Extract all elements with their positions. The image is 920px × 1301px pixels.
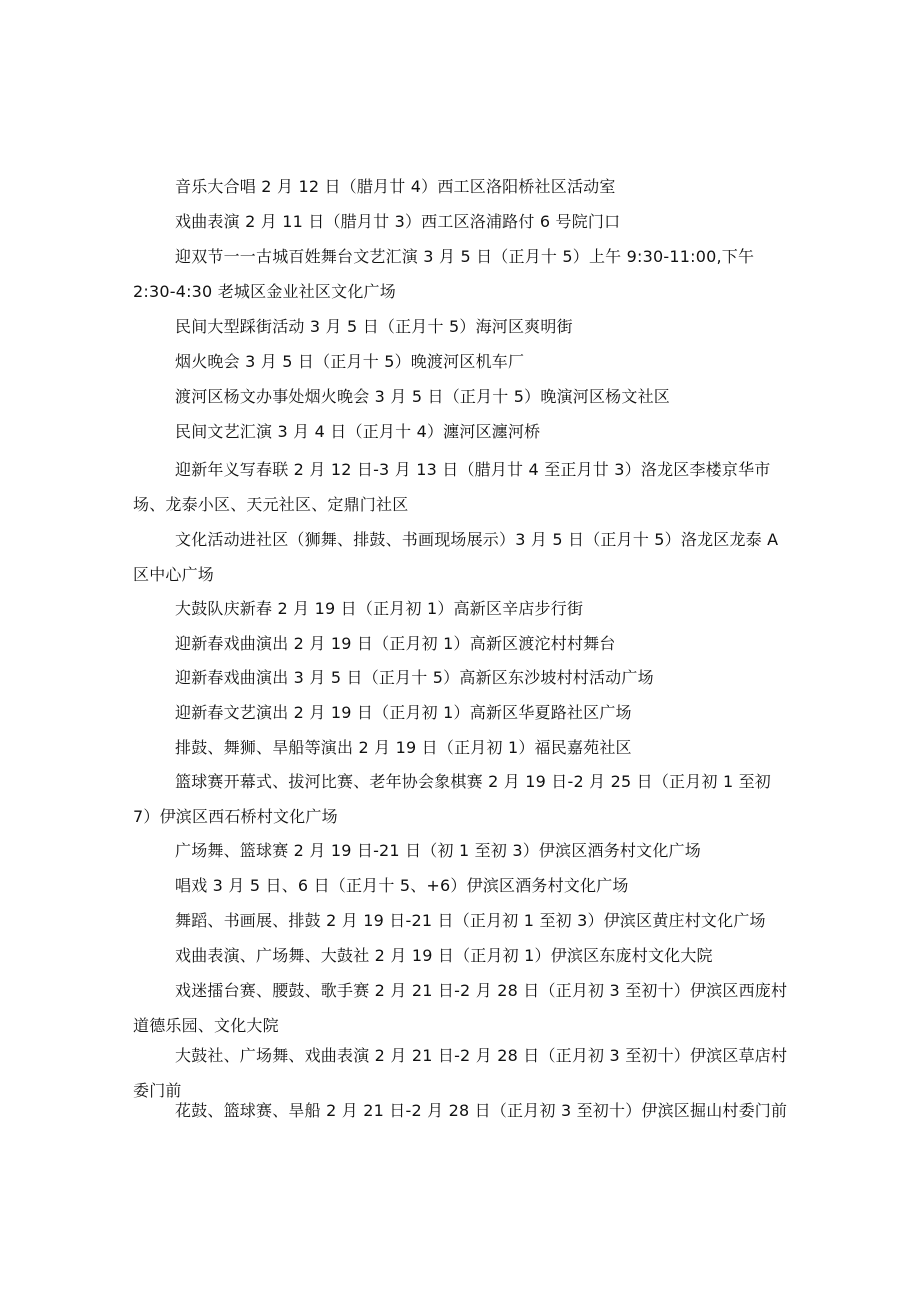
paragraph: 排鼓、舞狮、旱船等演出 2 月 19 日（正月初 1）福民嘉苑社区 bbox=[175, 738, 632, 757]
paragraph: 篮球赛开幕式、拔河比赛、老年协会象棋赛 2 月 19 日-2 月 25 日（正月初 1 至初 7）伊滨区西石桥村文化广场 bbox=[133, 772, 772, 826]
paragraph: 迎双节一一古城百姓舞台文艺汇演 3 月 5 日（正月十 5）上午 9:30-11:00,下午 2:30-4:30 老城区金业社区文化广场 bbox=[133, 247, 755, 301]
paragraph: 迎新春戏曲演出 2 月 19 日（正月初 1）高新区渡沱村村舞台 bbox=[175, 634, 616, 653]
paragraph: 广场舞、篮球赛 2 月 19 日-21 日（初 1 至初 3）伊滨区酒务村文化广场 bbox=[175, 841, 701, 860]
paragraph: 烟火晚会 3 月 5 日（正月十 5）晚渡河区机车厂 bbox=[175, 352, 525, 371]
paragraph: 戏曲表演、广场舞、大鼓社 2 月 19 日（正月初 1）伊滨区东庞村文化大院 bbox=[175, 946, 713, 965]
paragraph: 花鼓、篮球赛、旱船 2 月 21 日-2 月 28 日（正月初 3 至初十）伊滨区掘山村委门前 bbox=[175, 1101, 788, 1120]
paragraph: 民间大型踩街活动 3 月 5 日（正月十 5）海河区爽明街 bbox=[175, 317, 573, 336]
paragraph: 迎新春戏曲演出 3 月 5 日（正月十 5）高新区东沙坡村村活动广场 bbox=[175, 668, 654, 687]
paragraph: 渡河区杨文办事处烟火晚会 3 月 5 日（正月十 5）晚演河区杨文社区 bbox=[175, 387, 670, 406]
paragraph: 大鼓队庆新春 2 月 19 日（正月初 1）高新区辛店步行街 bbox=[175, 599, 584, 618]
paragraph: 音乐大合唱 2 月 12 日（腊月廿 4）西工区洛阳桥社区活动室 bbox=[175, 177, 616, 196]
paragraph: 大鼓社、广场舞、戏曲表演 2 月 21 日-2 月 28 日（正月初 3 至初十）伊滨区草店村委门前 bbox=[133, 1046, 788, 1100]
paragraph: 戏迷擂台赛、腰鼓、歌手赛 2 月 21 日-2 月 28 日（正月初 3 至初十）伊滨区西庞村道德乐园、文化大院 bbox=[133, 981, 788, 1035]
paragraph: 戏曲表演 2 月 11 日（腊月廿 3）西工区洛浦路付 6 号院门口 bbox=[175, 212, 621, 231]
paragraph: 民间文艺汇演 3 月 4 日（正月十 4）瀍河区瀍河桥 bbox=[175, 422, 541, 441]
paragraph: 舞蹈、书画展、排鼓 2 月 19 日-21 日（正月初 1 至初 3）伊滨区黄庄村文化广场 bbox=[175, 911, 766, 930]
paragraph: 迎新春文艺演出 2 月 19 日（正月初 1）高新区华夏路社区广场 bbox=[175, 703, 632, 722]
paragraph: 文化活动进社区（狮舞、排鼓、书画现场展示）3 月 5 日（正月十 5）洛龙区龙泰 A 区中心广场 bbox=[133, 530, 779, 584]
paragraph: 迎新年义写春联 2 月 12 日-3 月 13 日（腊月廿 4 至正月廿 3）洛龙区李楼京华市场、龙泰小区、天元社区、定鼎门社区 bbox=[133, 460, 771, 514]
paragraph: 唱戏 3 月 5 日、6 日（正月十 5、+6）伊滨区酒务村文化广场 bbox=[175, 876, 629, 895]
